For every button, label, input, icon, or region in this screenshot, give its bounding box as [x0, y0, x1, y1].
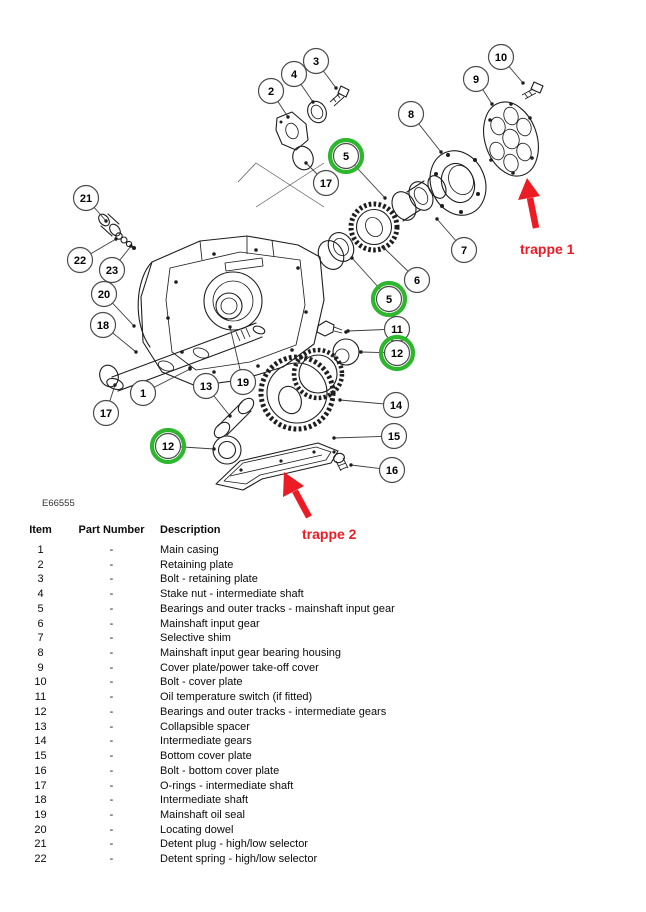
balloon-17	[314, 171, 339, 196]
parts-table-header	[18, 524, 630, 543]
item-cell: 15	[34, 750, 47, 763]
balloon-6	[405, 268, 430, 293]
balloon-number: 11	[391, 324, 403, 337]
description-cell: Intermediate gears	[160, 735, 252, 748]
balloon-4	[282, 62, 307, 87]
description-cell: Collapsible spacer	[160, 720, 250, 733]
description-cell: Detent plug - high/low selector	[160, 838, 308, 851]
intermediate-gears-art	[211, 350, 342, 464]
balloon-number: 22	[73, 255, 87, 268]
description-cell: Bearings and outer tracks - mainshaft input gear	[160, 602, 395, 615]
leader-lines	[80, 57, 525, 470]
item-cell: 6	[37, 617, 44, 630]
item-cell: 4	[37, 588, 44, 601]
detent-parts-art	[96, 212, 136, 250]
description-cell: Retaining plate	[160, 558, 234, 571]
part-number-cell: -	[109, 750, 114, 763]
balloon-number: 15	[387, 431, 401, 444]
balloon-7	[452, 238, 477, 263]
header-item: Item	[29, 524, 52, 536]
table-row	[18, 646, 630, 661]
balloon-21	[74, 186, 99, 211]
table-row	[18, 808, 630, 823]
item-cell: 14	[34, 735, 47, 748]
item-cell: 11	[34, 691, 47, 704]
balloon-number: 17	[319, 178, 333, 191]
item-cell: 1	[37, 544, 44, 556]
table-row	[18, 631, 630, 646]
description-cell: Mainshaft input gear bearing housing	[160, 647, 342, 660]
description-cell: Mainshaft input gear	[160, 617, 260, 630]
description-cell: Cover plate/power take-off cover	[160, 661, 319, 674]
part-number-cell: -	[109, 823, 114, 836]
part-number-cell: -	[109, 573, 114, 586]
trappe-2-arrow	[283, 472, 309, 517]
item-cell: 9	[37, 661, 44, 674]
balloon-number: 18	[96, 320, 110, 333]
balloon-2	[259, 79, 284, 104]
table-row	[18, 543, 630, 558]
item-cell: 22	[34, 853, 47, 866]
description-cell: Stake nut - intermediate shaft	[160, 588, 304, 601]
item-cell: 10	[34, 676, 47, 689]
table-row	[18, 764, 630, 779]
table-row	[18, 558, 630, 573]
balloon-5	[330, 140, 362, 172]
table-row	[18, 823, 630, 838]
header-part-number: Part Number	[78, 524, 145, 536]
part-number-cell: -	[109, 647, 114, 660]
callout-balloons	[68, 45, 514, 483]
balloon-number: 20	[97, 289, 111, 302]
description-cell: Oil temperature switch (if fitted)	[160, 691, 313, 704]
balloon-1	[131, 381, 156, 406]
item-cell: 18	[34, 794, 47, 807]
balloon-5	[373, 283, 405, 315]
balloon-number: 5	[385, 294, 393, 307]
balloon-19	[231, 370, 256, 395]
item-cell: 3	[37, 573, 44, 586]
balloon-number: 13	[199, 381, 213, 394]
balloon-number: 12	[390, 348, 404, 361]
balloon-number: 3	[312, 56, 320, 69]
table-row	[18, 690, 630, 705]
description-cell: Bolt - cover plate	[160, 676, 243, 689]
part-number-cell: -	[109, 676, 114, 689]
balloon-13	[194, 374, 219, 399]
projection-lines	[238, 163, 324, 207]
part-number-cell: -	[109, 558, 114, 571]
part-number-cell: -	[109, 779, 114, 792]
part-number-cell: -	[109, 588, 114, 601]
item-cell: 7	[37, 632, 44, 645]
description-cell: Selective shim	[160, 632, 231, 645]
balloon-3	[304, 49, 329, 74]
item-cell: 20	[34, 823, 47, 836]
table-row	[18, 705, 630, 720]
balloon-number: 4	[290, 69, 298, 82]
description-cell: O-rings - intermediate shaft	[160, 779, 294, 792]
trappe-1-label: trappe 1	[520, 241, 575, 257]
balloon-14	[384, 393, 409, 418]
balloon-number: 2	[267, 86, 275, 99]
table-row	[18, 749, 630, 764]
table-row	[18, 779, 630, 794]
table-row	[18, 720, 630, 735]
part-number-cell: -	[109, 691, 114, 704]
table-row	[18, 852, 630, 867]
balloon-15	[382, 424, 407, 449]
item-cell: 12	[34, 705, 47, 718]
balloon-10	[489, 45, 514, 70]
table-row	[18, 661, 630, 676]
part-number-cell: -	[109, 838, 114, 851]
balloon-number: 6	[413, 275, 421, 288]
item-cell: 19	[34, 808, 47, 821]
item-cell: 17	[34, 779, 47, 792]
part-number-cell: -	[109, 661, 114, 674]
part-number-cell: -	[109, 794, 114, 807]
figure-code: E66555	[42, 498, 75, 509]
trappe-2-label: trappe 2	[302, 526, 357, 542]
part-number-cell: -	[109, 632, 114, 645]
table-row	[18, 602, 630, 617]
part-number-cell: -	[109, 720, 114, 733]
table-row	[18, 617, 630, 632]
description-cell: Intermediate shaft	[160, 794, 249, 807]
balloon-number: 14	[389, 400, 403, 413]
table-row	[18, 734, 630, 749]
part-number-cell: -	[109, 705, 114, 718]
balloon-number: 17	[99, 408, 113, 421]
balloon-number: 16	[385, 465, 399, 478]
balloon-17	[94, 401, 119, 426]
balloon-number: 9	[472, 74, 480, 87]
item-cell: 13	[34, 720, 47, 733]
balloon-number: 8	[407, 109, 415, 122]
description-cell: Bottom cover plate	[160, 750, 252, 763]
description-cell: Locating dowel	[160, 823, 234, 836]
part-number-cell: -	[109, 735, 114, 748]
table-row	[18, 587, 630, 602]
balloon-number: 19	[236, 377, 250, 390]
description-cell: Bolt - retaining plate	[160, 573, 258, 586]
balloon-number: 23	[105, 265, 119, 278]
balloon-12	[152, 430, 184, 462]
header-description: Description	[160, 524, 221, 536]
item-cell: 8	[37, 647, 44, 660]
parts-table	[18, 524, 630, 867]
part-number-cell: -	[109, 853, 114, 866]
balloon-number: 5	[342, 151, 350, 164]
part-number-cell: -	[109, 808, 114, 821]
table-row	[18, 793, 630, 808]
item-cell: 2	[37, 558, 44, 571]
description-cell: Bolt - bottom cover plate	[160, 764, 280, 777]
item-cell: 21	[34, 838, 47, 851]
part-number-cell: -	[109, 617, 114, 630]
balloon-20	[92, 282, 117, 307]
item-cell: 5	[37, 602, 44, 615]
parts-table-body	[18, 543, 630, 867]
table-row	[18, 837, 630, 852]
part-number-cell: -	[109, 602, 114, 615]
item-cell: 16	[34, 764, 47, 777]
description-cell: Mainshaft oil seal	[160, 808, 245, 821]
part-number-cell: -	[109, 544, 114, 556]
balloon-12	[381, 337, 413, 369]
balloon-16	[380, 458, 405, 483]
table-row	[18, 572, 630, 587]
balloon-number: 10	[494, 52, 508, 65]
balloon-number: 12	[161, 441, 175, 454]
table-row	[18, 675, 630, 690]
balloon-23	[100, 258, 125, 283]
balloon-22	[68, 248, 93, 273]
description-cell: Main casing	[160, 544, 219, 556]
balloon-number: 7	[460, 245, 468, 258]
balloon-8	[399, 102, 424, 127]
balloon-number: 21	[79, 193, 93, 206]
part-number-cell: -	[109, 764, 114, 777]
balloon-number: 1	[139, 388, 147, 401]
description-cell: Detent spring - high/low selector	[160, 853, 318, 866]
description-cell: Bearings and outer tracks - intermediate gears	[160, 705, 387, 718]
trappe-1-arrow	[518, 178, 540, 228]
balloon-9	[464, 67, 489, 92]
balloon-18	[91, 313, 116, 338]
